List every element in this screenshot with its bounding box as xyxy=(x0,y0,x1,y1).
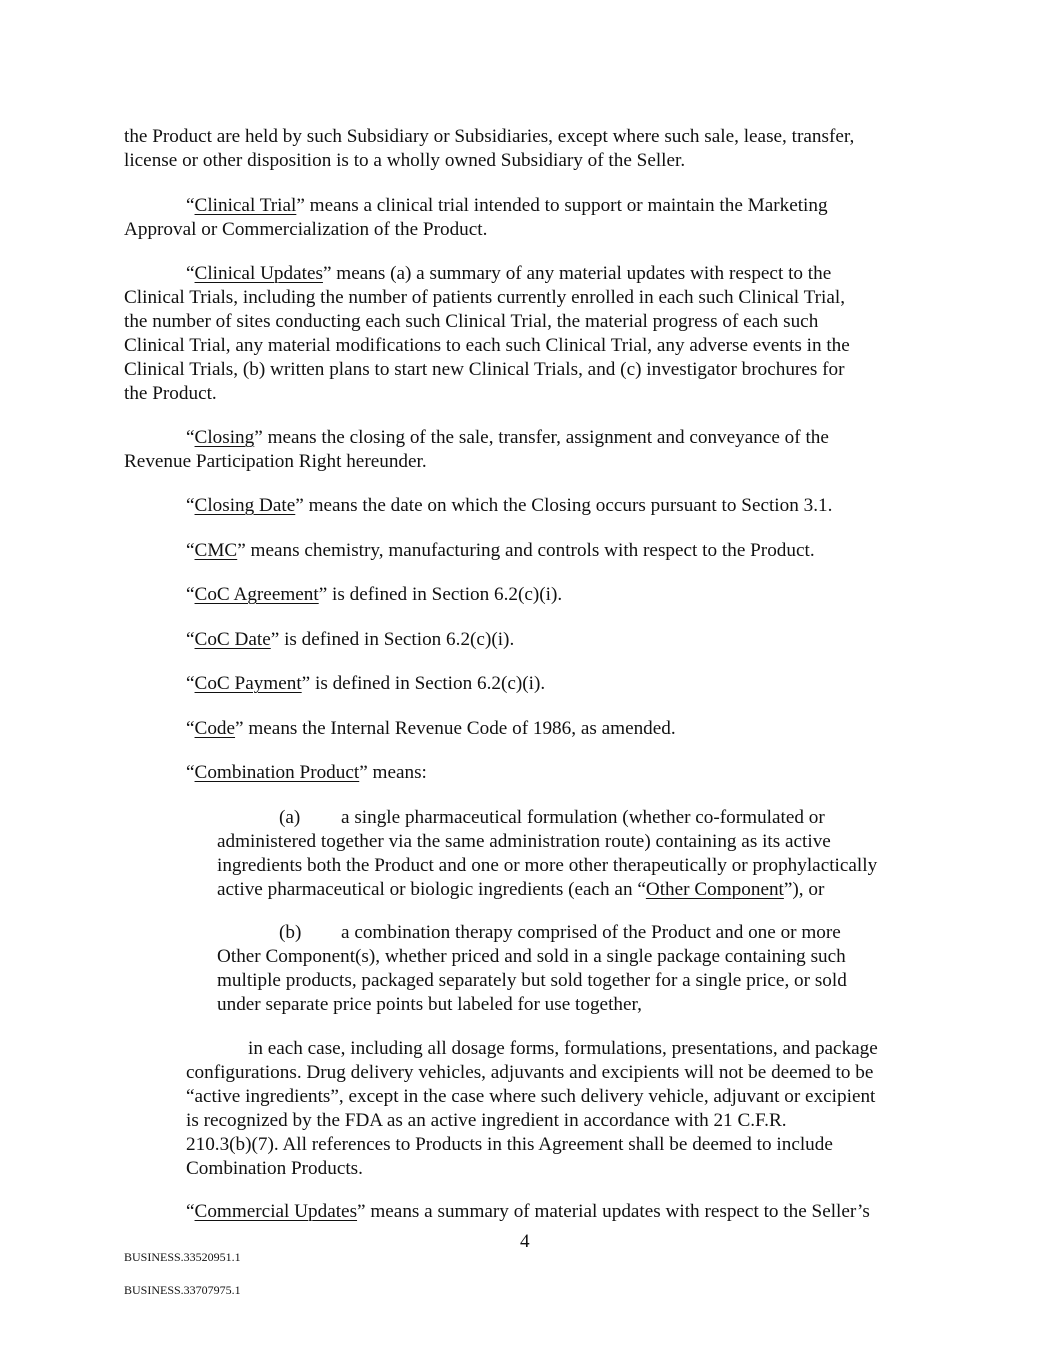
defined-term: Closing Date xyxy=(194,495,296,516)
clause-b xyxy=(217,921,847,1017)
definition-code xyxy=(186,717,676,741)
defined-term: CoC Payment xyxy=(194,673,302,694)
definition-coc-agreement xyxy=(186,583,562,607)
open-quote: “ xyxy=(186,495,195,516)
open-quote: “ xyxy=(186,762,195,783)
defined-term: Closing xyxy=(194,427,255,448)
open-quote: “ xyxy=(186,427,195,448)
definition-closing xyxy=(124,426,829,474)
definition-text: ” means the closing of the sale, transfer, assignment and conveyance of the xyxy=(254,427,829,448)
footer-doc-id: BUSINESS.33520951.1 xyxy=(124,1250,241,1264)
definition-text: ” is defined in Section 6.2(c)(i). xyxy=(318,584,563,605)
definition-text: ” means the date on which the Closing occurs pursuant to Section 3.1. xyxy=(295,495,833,516)
text-line: Clinical Trial, any material modifications to each such Clinical Trial, any adverse events in the xyxy=(124,335,850,356)
definition-combination-product xyxy=(186,761,427,785)
defined-term: Combination Product xyxy=(194,762,360,783)
text-line: a combination therapy comprised of the Product and one or more xyxy=(341,922,841,943)
text-line: ”), or xyxy=(783,879,825,900)
definition-text: ” means: xyxy=(359,762,427,783)
text-line: Approval or Commercialization of the Product. xyxy=(124,219,488,240)
definition-text: ” means a summary of material updates with respect to the Seller’s xyxy=(357,1201,870,1222)
text-line: Clinical Trials, including the number of patients currently enrolled in each such Clinical Trial, xyxy=(124,287,846,308)
text-line: multiple products, packaged separately but sold together for a single price, or sold xyxy=(217,970,847,991)
clause-label: (a) xyxy=(279,807,301,828)
open-quote: “ xyxy=(186,195,195,216)
open-quote: “ xyxy=(186,540,195,561)
text-line: under separate price points but labeled for use together, xyxy=(217,994,642,1015)
definition-text: ” means the Internal Revenue Code of 1986, as amended. xyxy=(235,718,676,739)
text-line: is recognized by the FDA as an active ingredient in accordance with 21 C.F.R. xyxy=(186,1110,787,1131)
defined-term: CMC xyxy=(194,540,238,561)
text-line: Other Component(s), whether priced and sold in a single package containing such xyxy=(217,946,846,967)
text-line: in each case, including all dosage forms, formulations, presentations, and package xyxy=(248,1038,878,1059)
definition-cmc xyxy=(186,539,815,563)
text-line: configurations. Drug delivery vehicles, adjuvants and excipients will not be deemed to be xyxy=(186,1062,874,1083)
definition-clinical-trial xyxy=(124,194,828,242)
open-quote: “ xyxy=(186,584,195,605)
open-quote: “ xyxy=(186,673,195,694)
text-line: a single pharmaceutical formulation (whether co-formulated or xyxy=(341,807,825,828)
defined-term: Other Component xyxy=(645,879,784,900)
text-line: the number of sites conducting each such Clinical Trial, the material progress of each such xyxy=(124,311,819,332)
continuation-paragraph xyxy=(124,125,854,173)
defined-term: Code xyxy=(194,718,236,739)
open-quote: “ xyxy=(186,629,195,650)
text-line: the Product. xyxy=(124,383,217,404)
combination-product-tail xyxy=(186,1037,878,1181)
page-number: 4 xyxy=(520,1231,530,1252)
text-line: license or other disposition is to a wholly owned Subsidiary of the Seller. xyxy=(124,150,686,171)
defined-term: CoC Agreement xyxy=(194,584,319,605)
text-line: Clinical Trials, (b) written plans to start new Clinical Trials, and (c) investigator brochures for xyxy=(124,359,845,380)
definition-coc-date xyxy=(186,628,514,652)
definition-commercial-updates xyxy=(186,1200,870,1224)
clause-label: (b) xyxy=(279,922,302,943)
text-line: Combination Products. xyxy=(186,1158,363,1179)
definition-clinical-updates xyxy=(124,262,850,406)
open-quote: “ xyxy=(186,1201,195,1222)
footer-doc-id: BUSINESS.33707975.1 xyxy=(124,1283,241,1297)
text-line: ingredients both the Product and one or more other therapeutically or prophylactically xyxy=(217,855,878,876)
text-line: active pharmaceutical or biologic ingredients (each an “ xyxy=(217,879,646,900)
definition-text: ” is defined in Section 6.2(c)(i). xyxy=(301,673,546,694)
defined-term: Commercial Updates xyxy=(194,1201,358,1222)
definition-text: ” means (a) a summary of any material updates with respect to the xyxy=(322,263,832,284)
defined-term: CoC Date xyxy=(194,629,271,650)
text-line: 210.3(b)(7). All references to Products in this Agreement shall be deemed to include xyxy=(186,1134,833,1155)
text-line: Revenue Participation Right hereunder. xyxy=(124,451,427,472)
open-quote: “ xyxy=(186,263,195,284)
definition-text: ” means chemistry, manufacturing and controls with respect to the Product. xyxy=(237,540,815,561)
definition-text: ” is defined in Section 6.2(c)(i). xyxy=(270,629,515,650)
open-quote: “ xyxy=(186,718,195,739)
clause-a xyxy=(217,806,877,902)
defined-term: Clinical Trial xyxy=(194,195,297,216)
definition-text: ” means a clinical trial intended to support or maintain the Marketing xyxy=(296,195,828,216)
text-line: the Product are held by such Subsidiary or Subsidiaries, except where such sale, lease, transfer, xyxy=(124,126,855,147)
definition-closing-date xyxy=(186,494,832,518)
defined-term: Clinical Updates xyxy=(194,263,323,284)
text-line: “active ingredients”, except in the case where such delivery vehicle, adjuvant or excipient xyxy=(186,1086,876,1107)
text-line: administered together via the same administration route) containing as its active xyxy=(217,831,831,852)
definition-coc-payment xyxy=(186,672,545,696)
